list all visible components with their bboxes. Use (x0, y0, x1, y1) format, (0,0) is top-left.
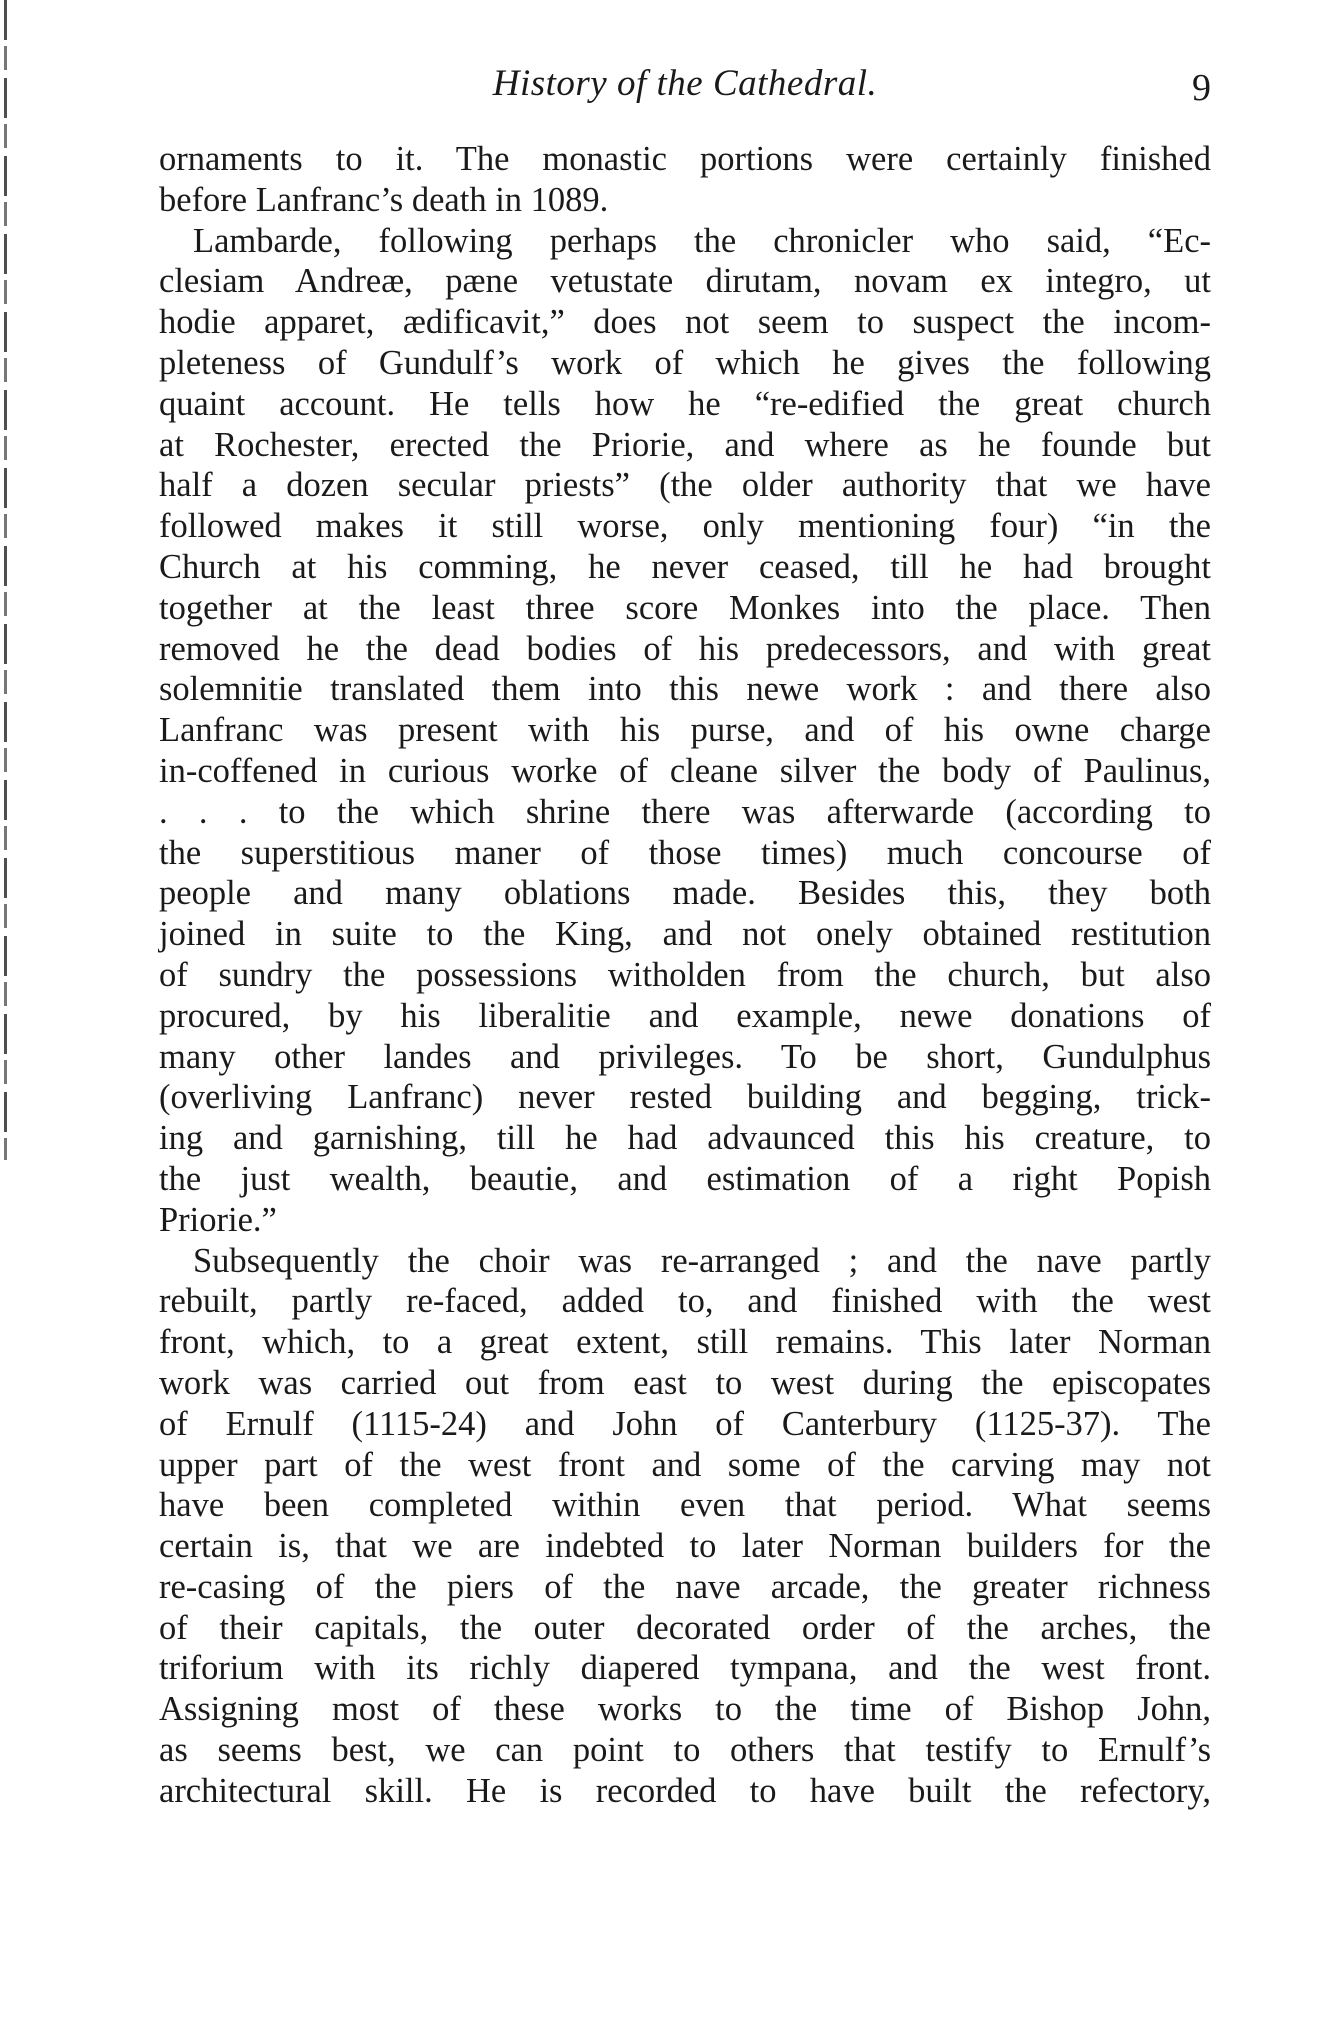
paragraph (159, 139, 1211, 221)
text-line: pleteness of Gundulf’s work of which he gives the following (159, 343, 1211, 382)
text-line: Lambarde, following perhaps the chronicler who said, “Ec- (193, 221, 1211, 260)
text-line: clesiam Andreæ, pæne vetustate dirutam, novam ex integro, ut (159, 262, 1211, 301)
text-line: Church at his comming, he never ceased, till he had brought (159, 547, 1211, 586)
body-text (159, 139, 1211, 1812)
text-line: before Lanfranc’s death in 1089. (159, 180, 609, 219)
page-header (159, 62, 1211, 112)
text-line: ing and garnishing, till he had advaunced this his creature, to (159, 1119, 1211, 1158)
text-line: . . . to the which shrine there was afterwarde (according to (159, 792, 1211, 831)
text-line: joined in suite to the King, and not onely obtained restitution (159, 915, 1211, 954)
paragraph (159, 221, 1211, 1241)
text-line: triforium with its richly diapered tympana, and the west front. (159, 1649, 1211, 1688)
text-line: hodie apparet, ædificavit,” does not seem to suspect the incom- (159, 303, 1211, 342)
text-line: work was carried out from east to west during the episcopates (159, 1363, 1211, 1402)
text-line: Assigning most of these works to the time of Bishop John, (159, 1690, 1211, 1729)
text-line: (overliving Lanfranc) never rested building and begging, trick- (159, 1078, 1211, 1117)
text-line: of their capitals, the outer decorated order of the arches, the (159, 1608, 1211, 1647)
text-line: solemnitie translated them into this newe work : and there also (159, 670, 1211, 709)
text-line: followed makes it still worse, only mentioning four) “in the (159, 507, 1211, 546)
text-line: people and many oblations made. Besides this, they both (159, 874, 1211, 913)
text-line: half a dozen secular priests” (the older authority that we have (159, 466, 1211, 505)
text-line: ornaments to it. The monastic portions were certainly finished (159, 140, 1211, 178)
text-line: procured, by his liberalitie and example, newe donations of (159, 996, 1211, 1035)
running-title: History of the Cathedral. (492, 63, 878, 104)
text-line: certain is, that we are indebted to later Norman builders for the (159, 1527, 1211, 1566)
text-line: the just wealth, beautie, and estimation of a right Popish (159, 1159, 1211, 1198)
text-line: many other landes and privileges. To be short, Gundulphus (159, 1037, 1211, 1076)
text-line: removed he the dead bodies of his predecessors, and with great (159, 629, 1211, 668)
text-line: Lanfranc was present with his purse, and of his owne charge (159, 711, 1211, 750)
text-line: re-casing of the piers of the nave arcade, the greater richness (159, 1567, 1211, 1606)
text-line: Subsequently the choir was re-arranged ; and the nave partly (193, 1241, 1211, 1280)
text-line: in-coffened in curious worke of cleane silver the body of Paulinus, (159, 751, 1211, 790)
text-line: together at the least three score Monkes into the place. Then (159, 588, 1211, 627)
text-line: rebuilt, partly re-faced, added to, and finished with the west (159, 1282, 1211, 1321)
text-line: architectural skill. He is recorded to have built the refectory, (159, 1771, 1211, 1810)
text-line: of sundry the possessions witholden from the church, but also (159, 955, 1211, 994)
page-number: 9 (1192, 67, 1211, 109)
text-line: Priorie.” (159, 1200, 277, 1239)
text-line: front, which, to a great extent, still remains. This later Norman (159, 1323, 1211, 1362)
text-line: have been completed within even that period. What seems (159, 1486, 1211, 1525)
text-line: as seems best, we can point to others that testify to Ernulf’s (159, 1731, 1211, 1770)
paragraph (159, 1241, 1211, 1812)
scan-edge-artifact (4, 0, 7, 1160)
text-line: quaint account. He tells how he “re-edified the great church (159, 384, 1211, 423)
text-line: upper part of the west front and some of the carving may not (159, 1445, 1211, 1484)
text-line: of Ernulf (1115-24) and John of Canterbury (1125-37). The (159, 1404, 1211, 1443)
text-line: at Rochester, erected the Priorie, and where as he founde but (159, 425, 1211, 464)
text-line: the superstitious maner of those times) much concourse of (159, 833, 1211, 872)
